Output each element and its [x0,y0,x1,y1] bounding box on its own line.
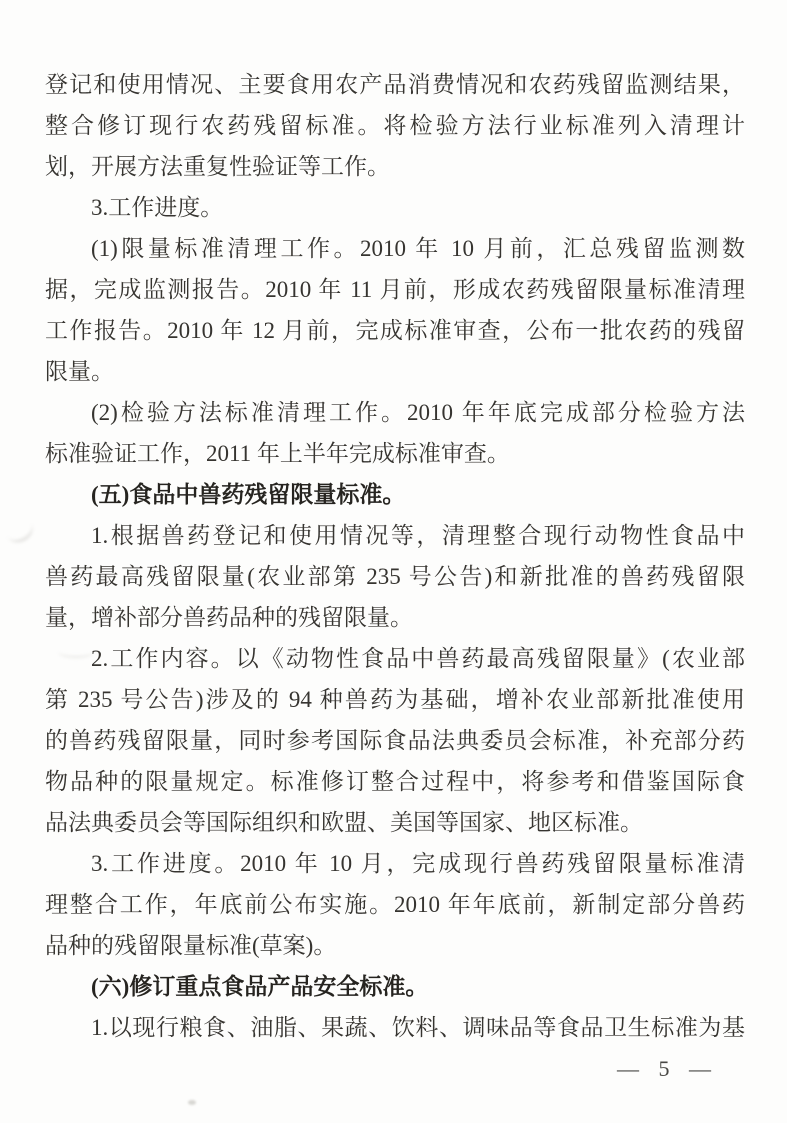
doc-line: 划，开展方法重复性验证等工作。 [45,154,390,179]
doc-line: 兽药最高残留限量(农业部第 235 号公告)和新批准的兽药残留限 [45,564,745,589]
doc-line: 2.工作内容。以《动物性食品中兽药最高残留限量》(农业部 [91,646,745,671]
doc-line: 1.根据兽药登记和使用情况等，清理整合现行动物性食品中 [91,523,745,548]
section-heading-5: (五)食品中兽药残留限量标准。 [91,482,406,507]
doc-line: 据，完成监测报告。2010 年 11 月前，形成农药残留限量标准清理 [45,277,745,302]
doc-line: 的兽药残留限量，同时参考国际食品法典委员会标准，补充部分药 [45,728,745,753]
doc-line: 限量。 [45,359,114,384]
doc-line: 物品种的限量规定。标准修订整合过程中，将参考和借鉴国际食 [45,769,745,794]
document-body [45,64,745,1048]
doc-line: 理整合工作，年底前公布实施。2010 年年底前，新制定部分兽药 [45,892,745,917]
doc-line: 登记和使用情况、主要食用农产品消费情况和农药残留监测结果， [45,72,745,97]
doc-line: 3.工作进度。 [91,195,224,220]
section-heading-6: (六)修订重点食品产品安全标准。 [91,974,429,999]
doc-line: (2)检验方法标准清理工作。2010 年年底完成部分检验方法 [91,400,745,425]
doc-line: 标准验证工作，2011 年上半年完成标准审查。 [45,441,510,466]
doc-line: 工作报告。2010 年 12 月前，完成标准审查，公布一批农药的残留 [45,318,745,343]
doc-line: 品种的残留限量标准(草案)。 [45,933,337,958]
doc-line: 3.工作进度。2010 年 10 月，完成现行兽药残留限量标准清 [91,851,745,876]
scan-artifact [58,646,94,658]
doc-line: (1)限量标准清理工作。2010 年 10 月前，汇总残留监测数 [91,236,745,261]
page-number: — 5 — [617,1056,714,1081]
scan-artifact [1,512,37,547]
doc-line: 品法典委员会等国际组织和欧盟、美国等国家、地区标准。 [45,810,643,835]
doc-line: 整合修订现行农药残留标准。将检验方法行业标准列入清理计 [45,113,745,138]
doc-line: 第 235 号公告)涉及的 94 种兽药为基础，增补农业部新批准使用 [45,687,745,712]
doc-line: 1.以现行粮食、油脂、果蔬、饮料、调味品等食品卫生标准为基 [91,1015,745,1040]
scan-artifact [188,1100,196,1105]
doc-line: 量，增补部分兽药品种的残留限量。 [45,605,413,630]
